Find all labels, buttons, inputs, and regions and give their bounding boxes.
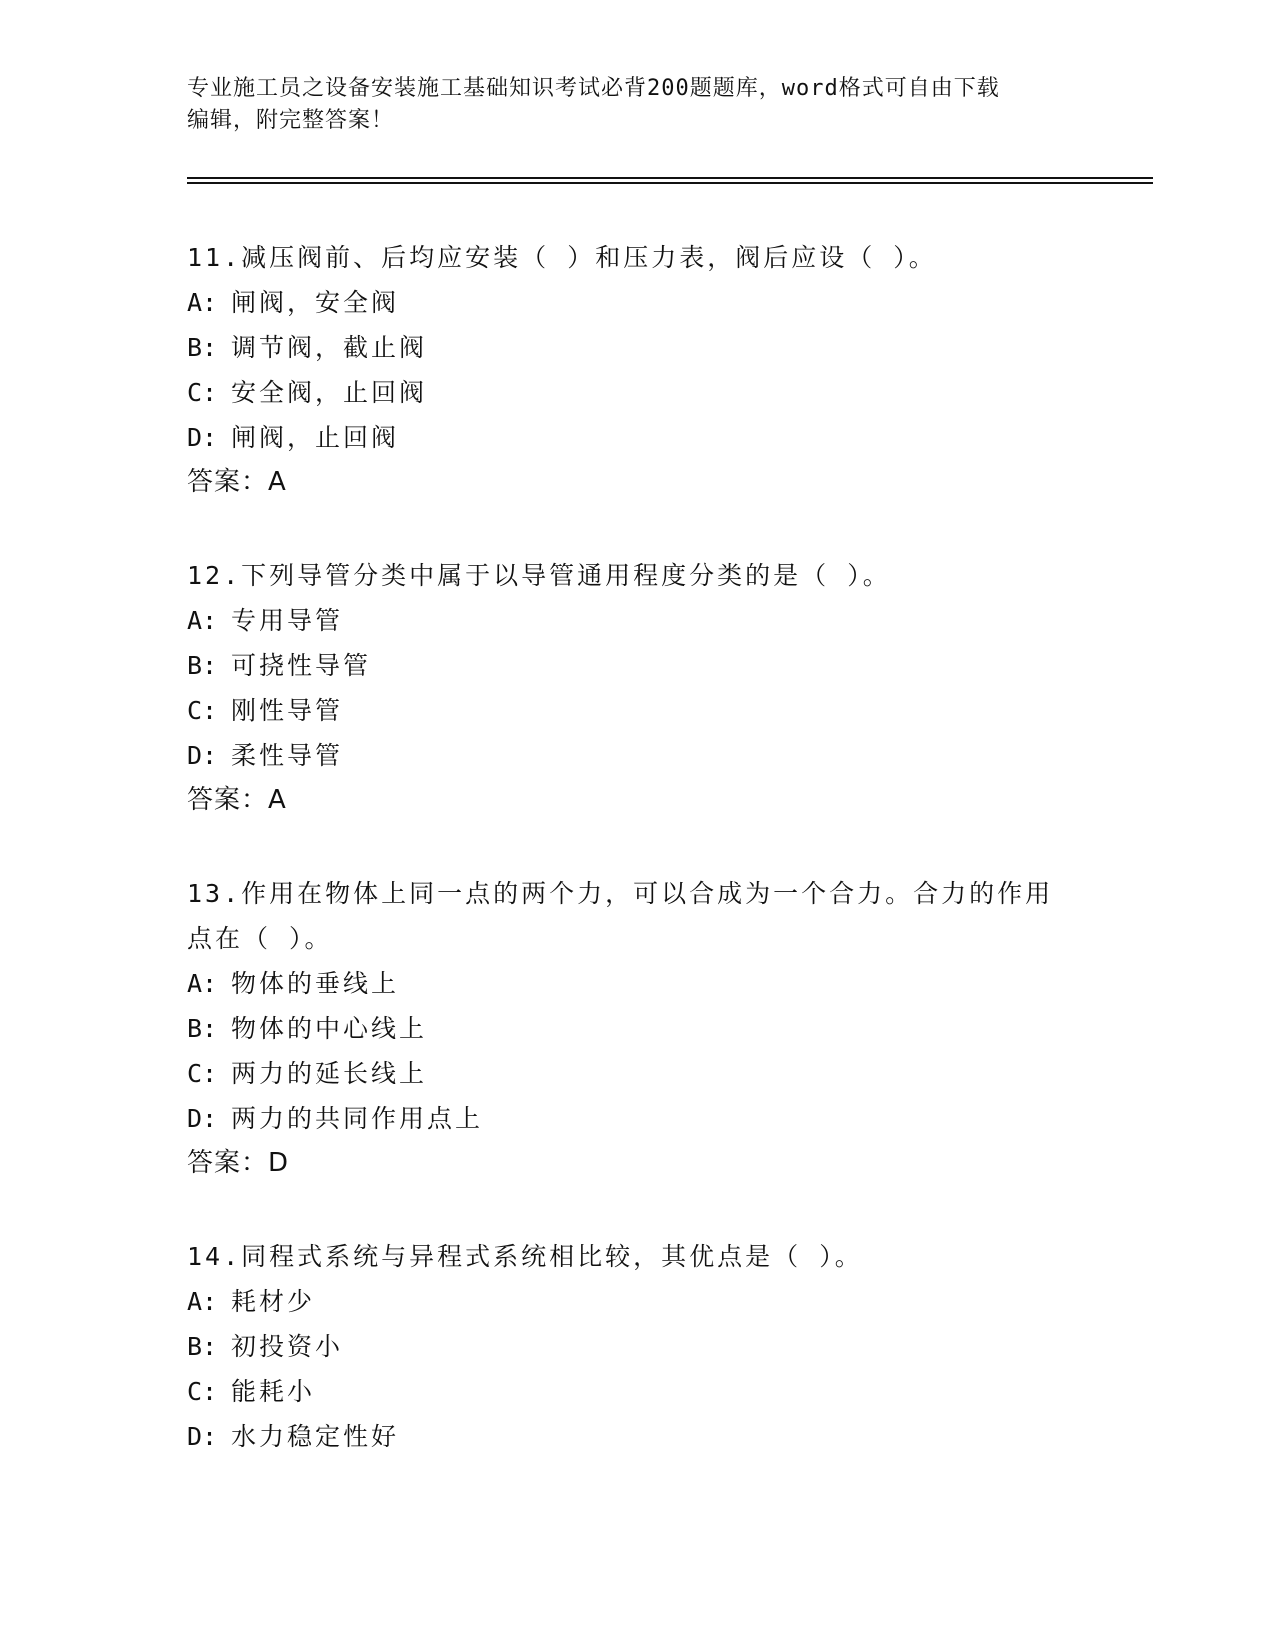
option-key: D: [187,1104,218,1133]
question-stem-continued: 点在（ ）。 [187,924,333,953]
option-text: 调节阀，截止阀 [231,333,428,362]
question-stem: 13.作用在物体上同一点的两个力，可以合成为一个合力。合力的作用 [187,879,1054,908]
option-c [187,688,1087,733]
option-c [187,1051,1087,1096]
question-13 [187,871,1087,1186]
option-text: 两力的延长线上 [231,1059,428,1088]
option-text: 物体的垂线上 [231,969,400,998]
option-text: 水力稳定性好 [231,1422,400,1451]
option-d [187,415,1087,460]
question-stem: 14.同程式系统与异程式系统相比较，其优点是（ ）。 [187,1242,863,1271]
option-text: 两力的共同作用点上 [231,1104,484,1133]
option-a [187,598,1087,643]
question-stem: 12.下列导管分类中属于以导管通用程度分类的是（ ）。 [187,561,891,590]
question-12 [187,553,1087,823]
option-text: 柔性导管 [231,741,344,770]
option-a [187,280,1087,325]
option-text: 初投资小 [231,1332,344,1361]
option-key: B: [187,1332,218,1361]
option-text: 能耗小 [231,1377,316,1406]
header-line-1: 专业施工员之设备安装施工基础知识考试必背200题题库，word格式可自由下载 [187,76,1000,101]
option-b [187,643,1087,688]
option-key: D: [187,741,218,770]
option-c [187,1369,1087,1414]
option-key: B: [187,1014,218,1043]
option-text: 耗材少 [231,1287,316,1316]
option-key: B: [187,651,218,680]
option-c [187,370,1087,415]
option-text: 物体的中心线上 [231,1014,428,1043]
option-text: 闸阀，安全阀 [231,288,400,317]
question-stem: 11.减压阀前、后均应安装（ ）和压力表，阀后应设（ ）。 [187,243,937,272]
option-key: C: [187,696,218,725]
option-text: 专用导管 [231,606,344,635]
option-key: A: [187,1287,218,1316]
option-key: D: [187,1422,218,1451]
header-divider-top [187,177,1153,179]
option-d [187,1414,1087,1459]
document-header [187,73,1087,137]
header-line-2: 编辑，附完整答案！ [187,108,395,133]
option-text: 安全阀，止回阀 [231,378,428,407]
option-key: C: [187,378,218,407]
header-divider-bottom [187,182,1153,184]
option-b [187,1006,1087,1051]
option-d [187,733,1087,778]
option-key: C: [187,1059,218,1088]
question-14 [187,1234,1087,1459]
option-key: D: [187,423,218,452]
answer-line: 答案：A [187,467,287,497]
option-key: A: [187,969,218,998]
question-11 [187,235,1087,505]
option-key: A: [187,606,218,635]
option-text: 可挠性导管 [231,651,372,680]
option-key: A: [187,288,218,317]
answer-line: 答案：D [187,1148,290,1178]
option-key: C: [187,1377,218,1406]
option-text: 闸阀，止回阀 [231,423,400,452]
option-text: 刚性导管 [231,696,344,725]
answer-line: 答案：A [187,785,287,815]
option-d [187,1096,1087,1141]
option-a [187,961,1087,1006]
option-b [187,1324,1087,1369]
option-a [187,1279,1087,1324]
option-key: B: [187,333,218,362]
option-b [187,325,1087,370]
